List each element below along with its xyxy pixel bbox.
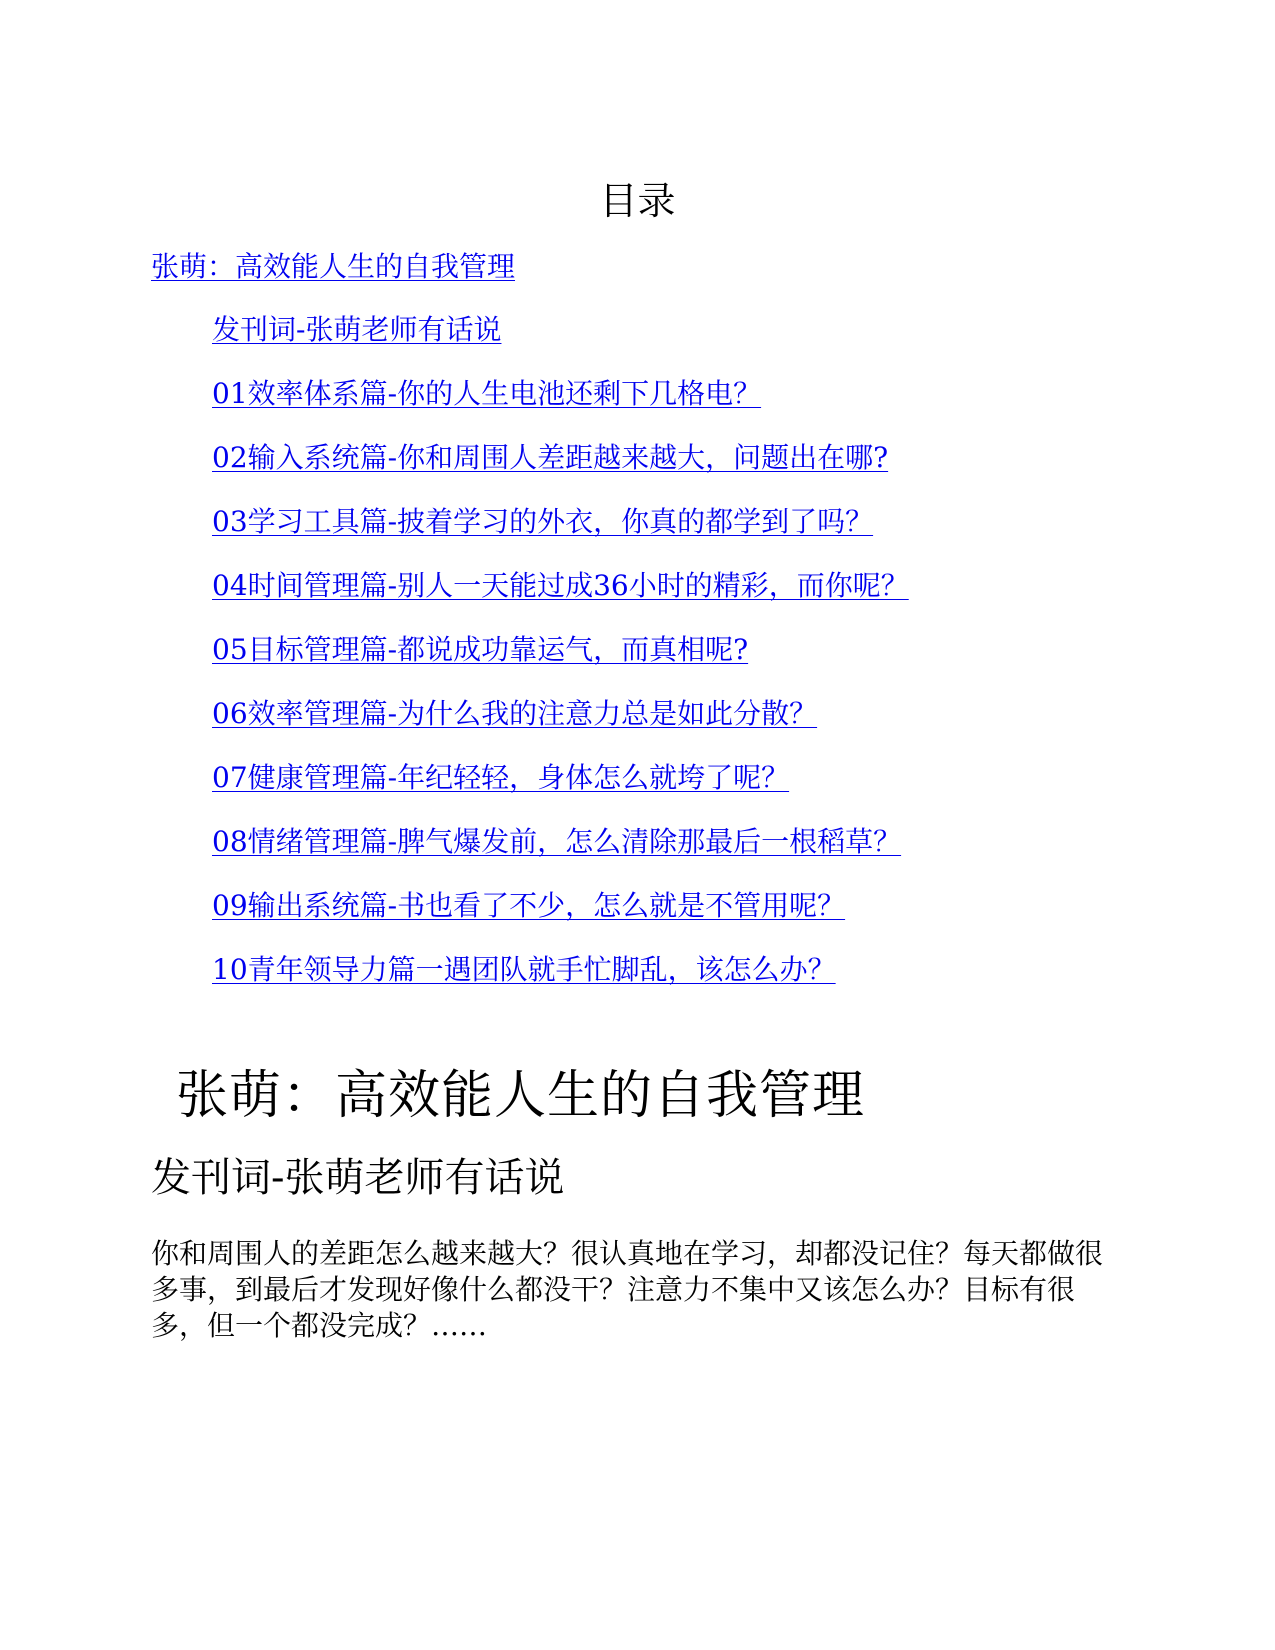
toc-link-chapter-05[interactable]: 05目标管理篇-都说成功靠运气，而真相呢? — [212, 633, 749, 666]
section-heading: 张萌：高效能人生的自我管理 — [176, 1066, 866, 1126]
toc-link-chapter-01[interactable]: 01效率体系篇-你的人生电池还剩下几格电？ — [212, 377, 762, 410]
toc-link-chapter-02[interactable]: 02输入系统篇-你和周围人差距越来越大，问题出在哪? — [212, 441, 889, 474]
toc-link-chapter-10[interactable]: 10青年领导力篇一遇团队就手忙脚乱，该怎么办？ — [212, 953, 836, 986]
toc-link-chapter-08[interactable]: 08情绪管理篇-脾气爆发前，怎么清除那最后一根稻草？ — [212, 825, 902, 858]
toc-link-chapter-09[interactable]: 09输出系统篇-书也看了不少，怎么就是不管用呢？ — [212, 889, 846, 922]
toc-link-main[interactable]: 张萌：高效能人生的自我管理 — [151, 250, 516, 283]
toc-link-preface[interactable]: 发刊词-张萌老师有话说 — [212, 313, 502, 346]
toc-link-chapter-07[interactable]: 07健康管理篇-年纪轻轻，身体怎么就垮了呢？ — [212, 761, 790, 794]
toc-title: 目录 — [599, 179, 676, 223]
intro-paragraph: 你和周围人的差距怎么越来越大？很认真地在学习，却都没记住？每天都做很多事，到最后才发现好像什么都没干？注意力不集中又该怎么办？目标有很多，但一个都没完成？…… — [151, 1237, 1104, 1342]
toc-link-chapter-06[interactable]: 06效率管理篇-为什么我的注意力总是如此分散？ — [212, 697, 818, 730]
subsection-heading: 发刊词-张萌老师有话说 — [151, 1155, 565, 1201]
toc-link-chapter-04[interactable]: 04时间管理篇-别人一天能过成36小时的精彩，而你呢？ — [212, 569, 909, 602]
toc-link-chapter-03[interactable]: 03学习工具篇-披着学习的外衣，你真的都学到了吗？ — [212, 505, 874, 538]
